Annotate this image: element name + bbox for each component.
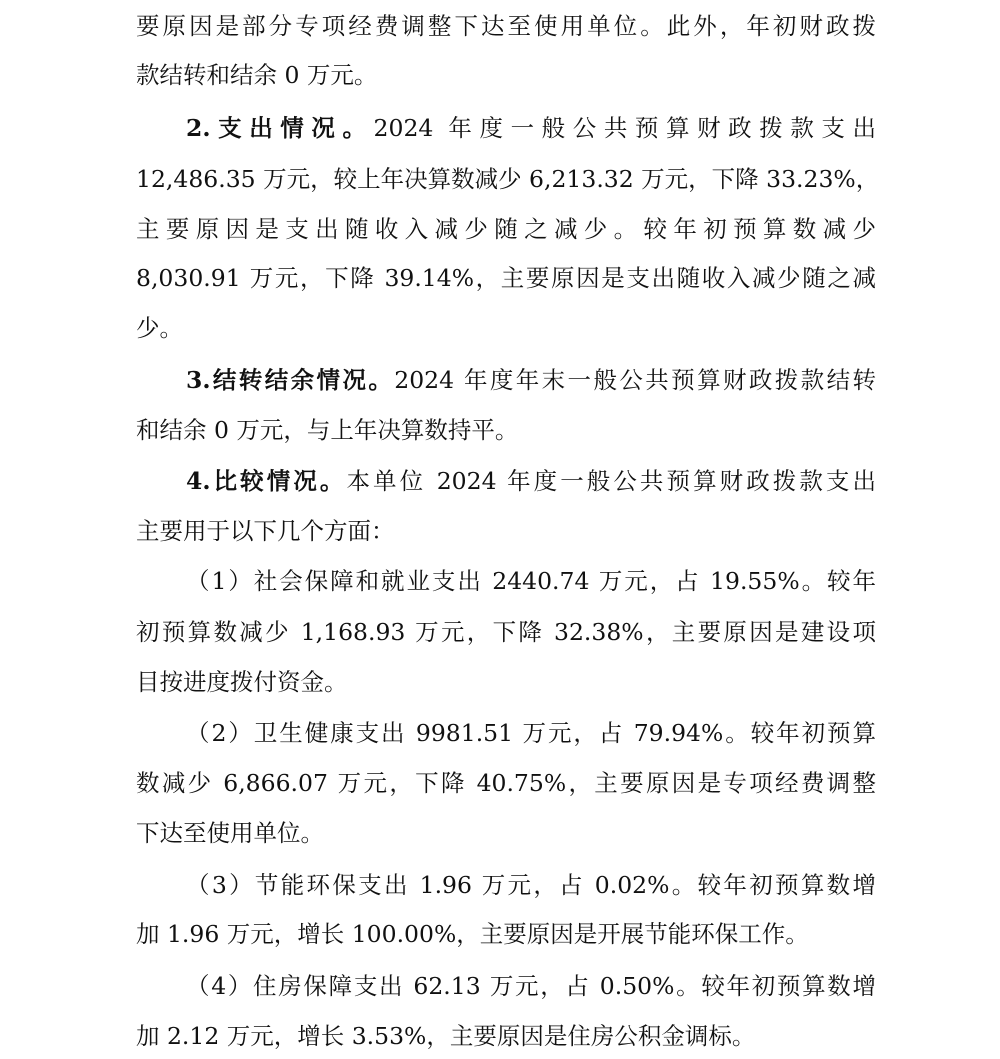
paragraph-line: 加 1.96 万元，增长 100.00%，主要原因是开展节能环保工作。 [136,920,809,948]
paragraph-line: 要原因是部分专项经费调整下达至使用单位。此外，年初财政拨 [136,12,876,40]
paragraph-text: 2024 年度一般公共预算财政拨款支出 [373,114,876,142]
section-3-heading: 3.结转结余情况。 [186,366,395,394]
item-2-line: （2）卫生健康支出 9981.51 万元，占 79.94%。较年初预算 [186,719,876,747]
item-3-line: （3）节能环保支出 1.96 万元，占 0.02%。较年初预算数增 [186,871,876,899]
item-4-line: （4）住房保障支出 62.13 万元，占 0.50%。较年初预算数增 [186,972,876,1000]
paragraph-line: 主要用于以下几个方面： [136,517,395,545]
paragraph-line: 少。 [136,314,183,342]
section-2-expenditure-line [186,108,876,148]
paragraph-line: 款结转和结余 0 万元。 [136,61,378,89]
section-2-heading: 2.支出情况。 [186,114,374,142]
section-3-carryover-line [186,360,876,400]
paragraph-line: 12,486.35 万元，较上年决算数减少 6,213.32 万元，下降 33.23%， [136,165,880,193]
item-1-line: （1）社会保障和就业支出 2440.74 万元，占 19.55%。较年 [186,567,876,595]
paragraph-text: 2024 年度年末一般公共预算财政拨款结转 [394,366,876,394]
paragraph-line: 主要原因是支出随收入减少随之减少。较年初预算数减少 [136,215,876,243]
paragraph-line: 和结余 0 万元，与上年决算数持平。 [136,416,519,444]
paragraph-text: 本单位 2024 年度一般公共预算财政拨款支出 [346,467,876,495]
paragraph-line: 加 2.12 万元，增长 3.53%，主要原因是住房公积金调标。 [136,1022,756,1050]
paragraph-line: 数减少 6,866.07 万元，下降 40.75%，主要原因是专项经费调整 [136,769,876,797]
paragraph-line: 8,030.91 万元，下降 39.14%，主要原因是支出随收入减少随之减 [136,264,876,292]
paragraph-line: 初预算数减少 1,168.93 万元，下降 32.38%，主要原因是建设项 [136,618,876,646]
section-4-comparison-line [186,461,876,501]
paragraph-line: 下达至使用单位。 [136,819,324,847]
paragraph-line: 目按进度拨付资金。 [136,668,348,696]
section-4-heading: 4.比较情况。 [186,467,347,495]
